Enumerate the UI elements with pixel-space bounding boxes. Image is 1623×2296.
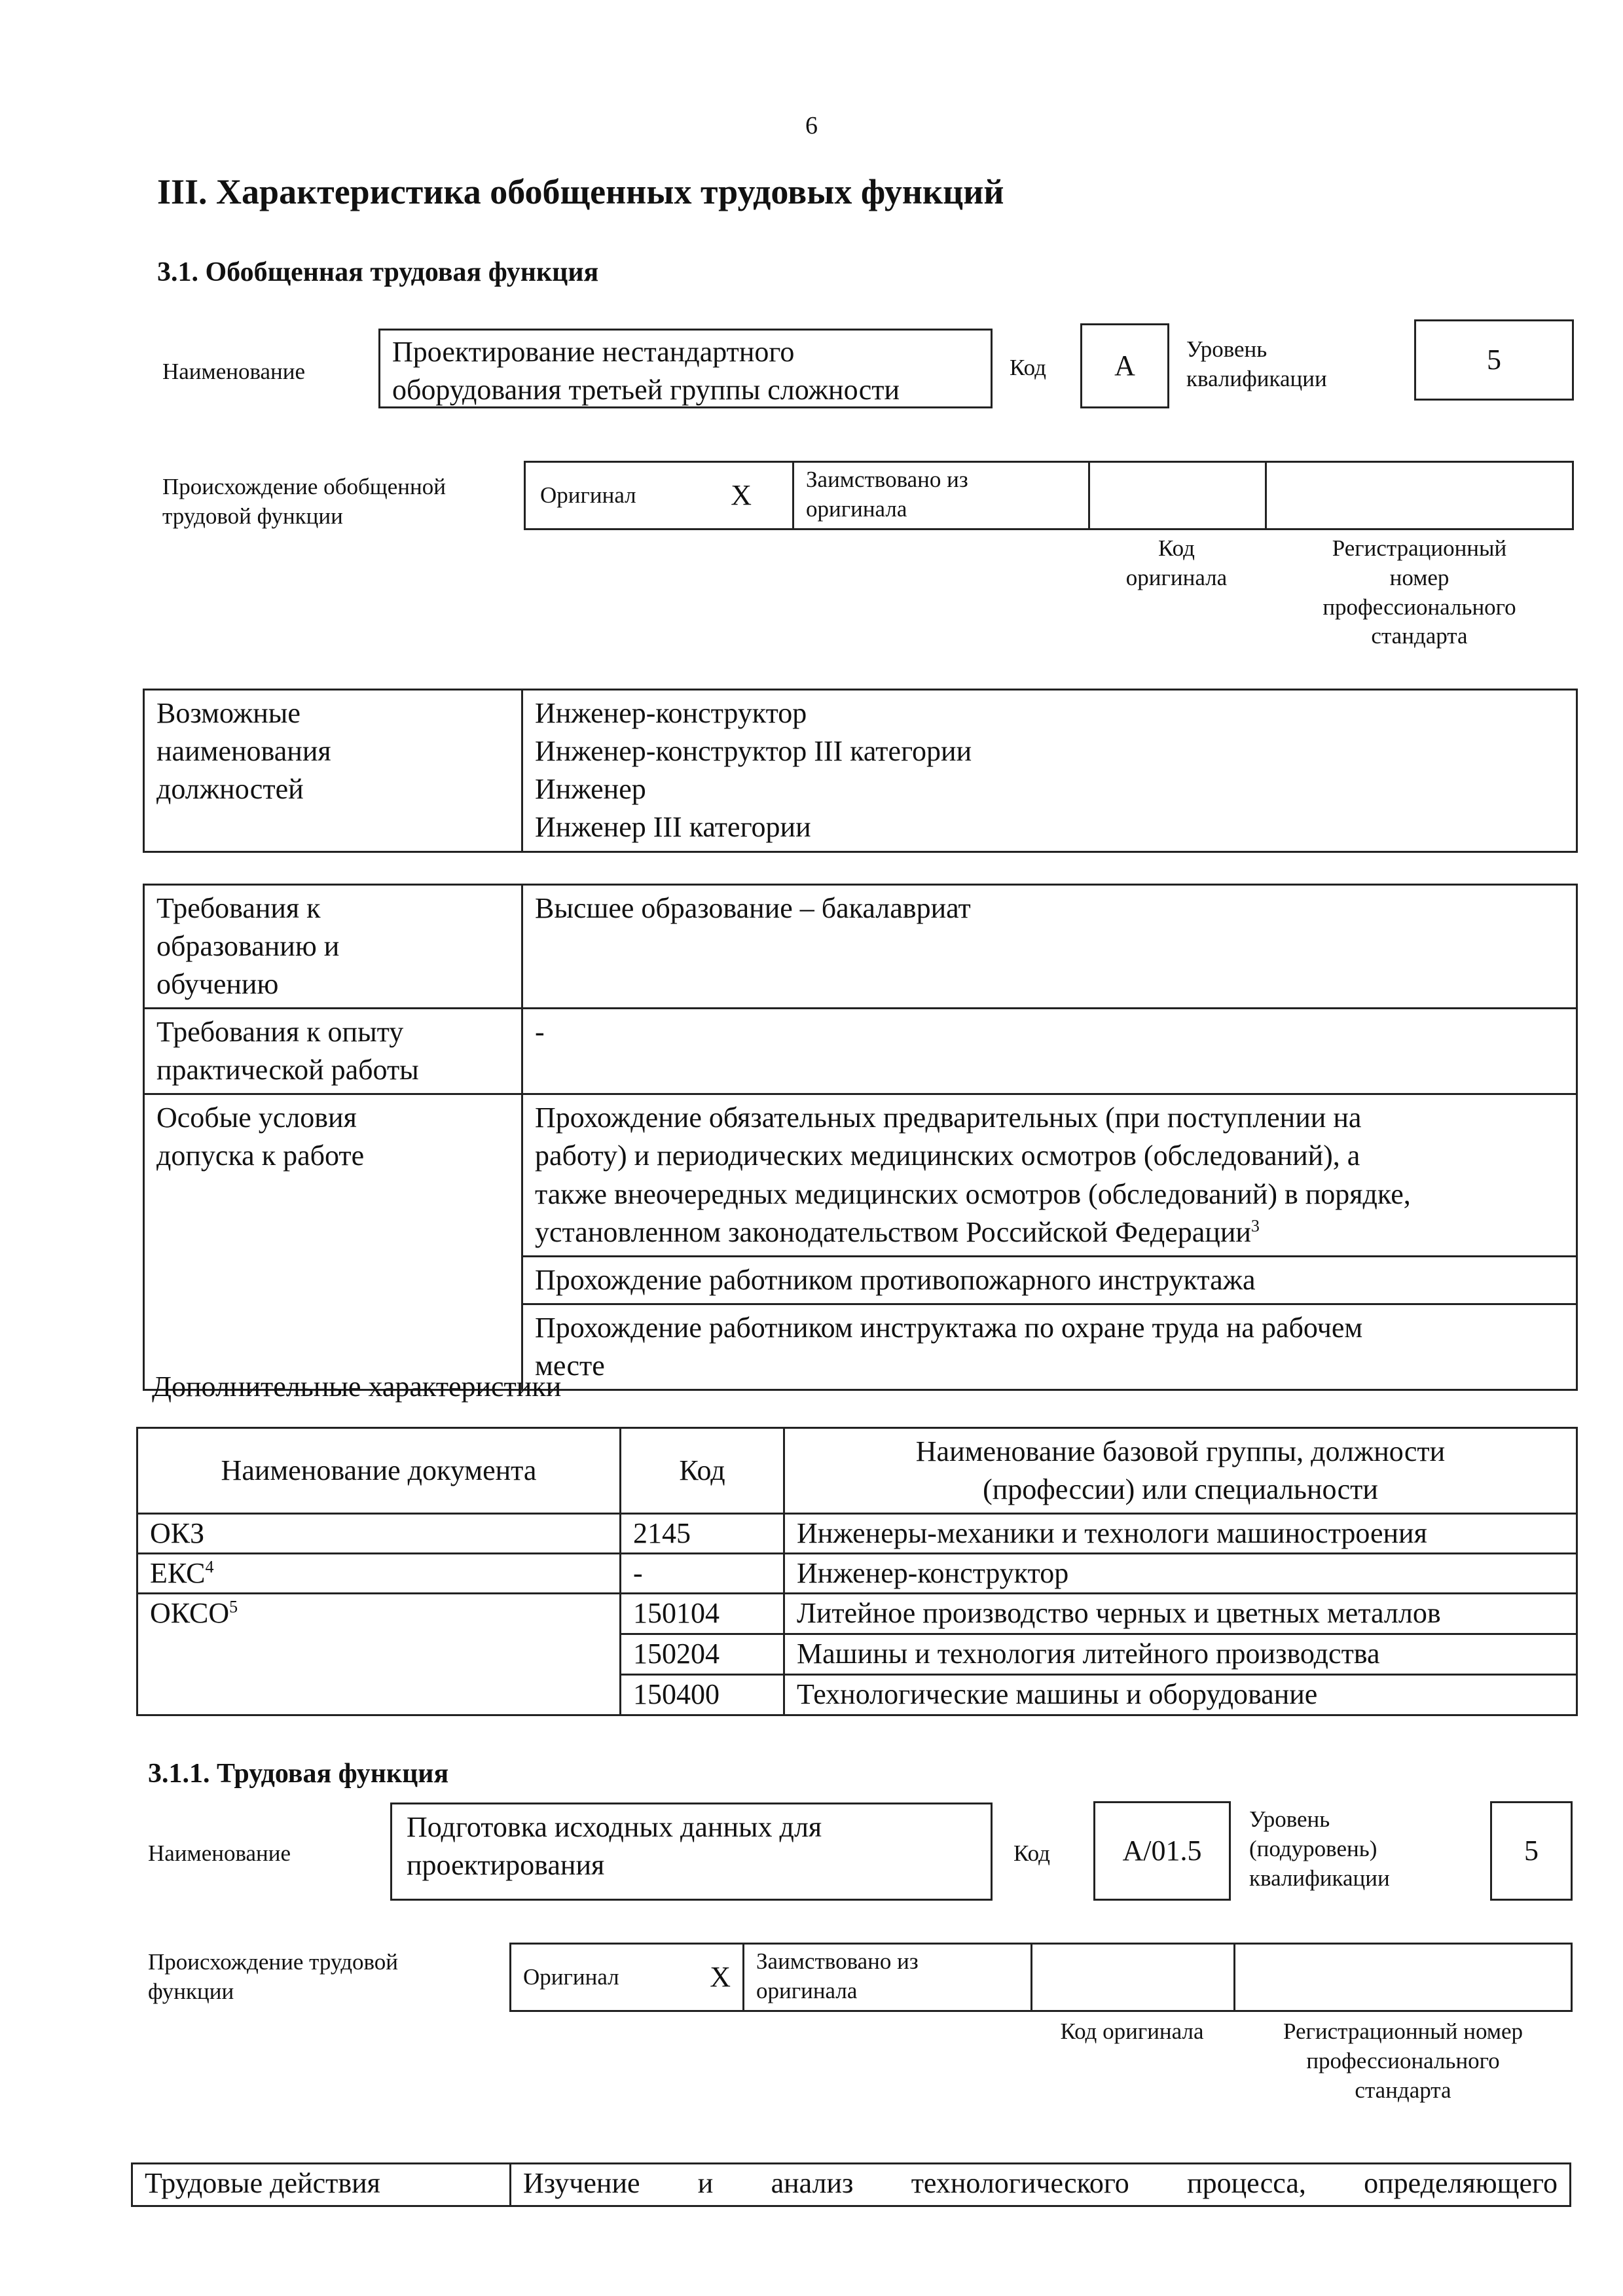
table-row bbox=[144, 885, 1577, 1009]
word: Изучение bbox=[523, 2167, 640, 2199]
label-line: обучению bbox=[156, 968, 279, 1001]
caption-line: профессионального bbox=[1322, 594, 1516, 620]
education-label bbox=[144, 885, 522, 1009]
tf-level: 5 bbox=[1524, 1834, 1539, 1867]
gtf-level-label bbox=[1186, 335, 1327, 394]
gtf-level-label-line: Уровень bbox=[1186, 336, 1267, 362]
doc-cell bbox=[137, 1514, 621, 1554]
label-line: Особые условия bbox=[156, 1102, 357, 1134]
gtf-original-mark: X bbox=[731, 478, 752, 511]
gtf-name-label: Наименование bbox=[162, 359, 306, 384]
tf-reg-number-caption bbox=[1233, 2017, 1573, 2105]
code-cell: 150400 bbox=[621, 1675, 784, 1715]
table-row bbox=[144, 690, 1577, 852]
text-line: работу) и периодических медицинских осмотров (обследований), а bbox=[535, 1139, 1360, 1172]
col-header-group bbox=[784, 1428, 1577, 1514]
header-line: (профессии) или специальности bbox=[983, 1473, 1378, 1506]
gtf-level: 5 bbox=[1487, 343, 1501, 376]
doc-name: ОКСО bbox=[150, 1597, 230, 1630]
tf-code-label: Код bbox=[1013, 1840, 1050, 1866]
table-row bbox=[137, 1554, 1577, 1594]
gtf-origin-table bbox=[524, 461, 1574, 530]
gtf-reg-number-caption bbox=[1265, 534, 1574, 651]
positions-table bbox=[143, 689, 1578, 853]
caption-line: Регистрационный bbox=[1332, 535, 1507, 561]
gtf-code-original-cell bbox=[1090, 463, 1267, 528]
tf-reg-number-cell bbox=[1235, 1945, 1571, 2010]
gtf-code-original-caption bbox=[1088, 534, 1265, 593]
tf-code-original-cell bbox=[1032, 1945, 1235, 2010]
label-line: должностей bbox=[156, 773, 304, 806]
positions-list bbox=[522, 690, 1577, 852]
text-line: Прохождение обязательных предварительных (при поступлении на bbox=[535, 1102, 1362, 1134]
table-row bbox=[144, 1094, 1577, 1256]
conditions-value-2: Прохождение работником противопожарного инструктажа bbox=[522, 1256, 1577, 1304]
label-line: наименования bbox=[156, 735, 331, 768]
doc-cell bbox=[137, 1554, 621, 1594]
tf-original-mark: X bbox=[710, 1960, 731, 1993]
gtf-code-box bbox=[1080, 323, 1169, 408]
label-line: Требования к bbox=[156, 892, 321, 924]
gtf-origin-label-line: трудовой функции bbox=[162, 503, 343, 529]
tf-name-line: Подготовка исходных данных для bbox=[407, 1811, 822, 1843]
label-line: Требования к опыту bbox=[156, 1016, 404, 1049]
label-line: образованию и bbox=[156, 930, 340, 963]
gtf-borrowed-cell bbox=[794, 463, 1090, 528]
tf-actions-label: Трудовые действия bbox=[133, 2164, 511, 2205]
table-row bbox=[137, 1428, 1577, 1514]
list-item: Инженер-конструктор III категории bbox=[535, 735, 972, 768]
conditions-value-1 bbox=[522, 1094, 1577, 1256]
text-line: также внеочередных медицинских осмотров (обследований) в порядке, bbox=[535, 1177, 1411, 1210]
tf-code: А/01.5 bbox=[1122, 1834, 1202, 1867]
positions-label bbox=[144, 690, 522, 852]
word: процесса, bbox=[1187, 2167, 1306, 2199]
tf-actions-value bbox=[511, 2164, 1569, 2205]
gtf-origin-label bbox=[162, 473, 446, 531]
tf-borrowed-cell bbox=[744, 1945, 1032, 2010]
list-item: Инженер III категории bbox=[535, 811, 811, 844]
gtf-name-line: Проектирование нестандартного bbox=[392, 336, 795, 368]
tf-level-label-line: квалификации bbox=[1249, 1865, 1390, 1891]
tf-borrowed-line: Заимствовано из bbox=[756, 1948, 919, 1974]
caption-line: профессионального bbox=[1306, 2047, 1500, 2073]
doc-cell bbox=[137, 1594, 621, 1715]
footnote-mark: 4 bbox=[205, 1557, 214, 1577]
tf-name-box bbox=[390, 1803, 993, 1901]
tf-original-cell bbox=[511, 1945, 744, 2010]
header-line: Наименование базовой группы, должности bbox=[915, 1435, 1446, 1467]
text-line: месте bbox=[535, 1349, 605, 1382]
table-row bbox=[137, 1514, 1577, 1554]
tf-original-label: Оригинал bbox=[523, 1964, 619, 1990]
caption-line: номер bbox=[1389, 564, 1450, 590]
tf-name-line: проектирования bbox=[407, 1849, 605, 1882]
tf-borrowed-line: оригинала bbox=[756, 1977, 858, 2003]
tf-level-box bbox=[1490, 1801, 1573, 1901]
gtf-original-label: Оригинал bbox=[540, 482, 636, 508]
gtf-level-label-line: квалификации bbox=[1186, 365, 1327, 391]
tf-level-label bbox=[1249, 1805, 1390, 1893]
tf-level-label-line: Уровень bbox=[1249, 1806, 1330, 1832]
doc-name: ОКЗ bbox=[150, 1517, 205, 1550]
doc-name: ЕКС bbox=[150, 1557, 206, 1590]
experience-label bbox=[144, 1009, 522, 1094]
gtf-original-cell bbox=[526, 463, 794, 528]
label-line: допуска к работе bbox=[156, 1139, 365, 1172]
caption-line: Код bbox=[1158, 535, 1195, 561]
caption-line: Регистрационный номер bbox=[1283, 2018, 1523, 2044]
caption-line: стандарта bbox=[1371, 623, 1468, 649]
gtf-level-box bbox=[1414, 319, 1574, 401]
group-cell: Машины и технология литейного производства bbox=[784, 1634, 1577, 1675]
tf-name-label: Наименование bbox=[148, 1840, 291, 1866]
tf-heading: 3.1.1. Трудовая функция bbox=[148, 1759, 449, 1789]
word: определяющего bbox=[1364, 2167, 1558, 2199]
col-header-doc: Наименование документа bbox=[137, 1428, 621, 1514]
text-line: Прохождение работником инструктажа по охране труда на рабочем bbox=[535, 1311, 1363, 1344]
conditions-label bbox=[144, 1094, 522, 1390]
gtf-borrowed-line: оригинала bbox=[806, 495, 907, 522]
footnote-mark: 3 bbox=[1250, 1215, 1260, 1235]
tf-level-label-line: (подуровень) bbox=[1249, 1835, 1377, 1861]
group-cell: Инженеры-механики и технологи машиностроения bbox=[784, 1514, 1577, 1554]
caption-line: стандарта bbox=[1355, 2077, 1451, 2103]
label-line: Возможные bbox=[156, 697, 301, 729]
code-cell: 150104 bbox=[621, 1594, 784, 1634]
table-row bbox=[144, 1009, 1577, 1094]
footnote-mark: 5 bbox=[229, 1597, 238, 1617]
list-item: Инженер bbox=[535, 773, 646, 806]
gtf-code: А bbox=[1114, 349, 1135, 382]
section-title: III. Характеристика обобщенных трудовых функций bbox=[157, 172, 1004, 211]
text-span: установленном законодательством Российской Федерации bbox=[535, 1215, 1251, 1248]
text-line bbox=[535, 1213, 1564, 1251]
tf-code-box bbox=[1093, 1801, 1231, 1901]
table-row bbox=[137, 1594, 1577, 1634]
education-value: Высшее образование – бакалавриат bbox=[522, 885, 1577, 1009]
page-number: 6 bbox=[805, 112, 818, 139]
gtf-reg-number-cell bbox=[1267, 463, 1572, 528]
code-cell: 150204 bbox=[621, 1634, 784, 1675]
tf-actions-table bbox=[131, 2162, 1571, 2207]
conditions-value-3 bbox=[522, 1304, 1577, 1390]
code-cell: 2145 bbox=[621, 1514, 784, 1554]
tf-code-original-caption: Код оригинала bbox=[1060, 2018, 1204, 2044]
experience-value: - bbox=[522, 1009, 1577, 1094]
tf-origin-label-line: Происхождение трудовой bbox=[148, 1949, 399, 1975]
group-cell: Литейное производство черных и цветных металлов bbox=[784, 1594, 1577, 1634]
word: и bbox=[697, 2167, 714, 2199]
tf-origin-label-line: функции bbox=[148, 1978, 234, 2004]
additional-table bbox=[136, 1427, 1578, 1716]
group-cell: Технологические машины и оборудование bbox=[784, 1675, 1577, 1715]
gtf-heading: 3.1. Обобщенная трудовая функция bbox=[157, 257, 599, 287]
word: анализ bbox=[771, 2167, 854, 2199]
group-cell: Инженер-конструктор bbox=[784, 1554, 1577, 1594]
additional-heading: Дополнительные характеристики bbox=[152, 1371, 562, 1403]
gtf-origin-label-line: Происхождение обобщенной bbox=[162, 474, 446, 499]
code-cell: - bbox=[621, 1554, 784, 1594]
gtf-borrowed-line: Заимствовано из bbox=[806, 467, 968, 492]
tf-origin-label bbox=[148, 1948, 398, 2007]
gtf-code-label: Код bbox=[1010, 355, 1046, 380]
col-header-code: Код bbox=[621, 1428, 784, 1514]
requirements-table bbox=[143, 884, 1578, 1391]
caption-line: оригинала bbox=[1125, 564, 1228, 590]
list-item: Инженер-конструктор bbox=[535, 697, 807, 729]
gtf-name-line: оборудования третьей группы сложности bbox=[392, 374, 900, 406]
gtf-name-box bbox=[378, 329, 993, 408]
word: технологического bbox=[911, 2167, 1129, 2199]
label-line: практической работы bbox=[156, 1054, 419, 1086]
tf-origin-table bbox=[509, 1943, 1573, 2012]
